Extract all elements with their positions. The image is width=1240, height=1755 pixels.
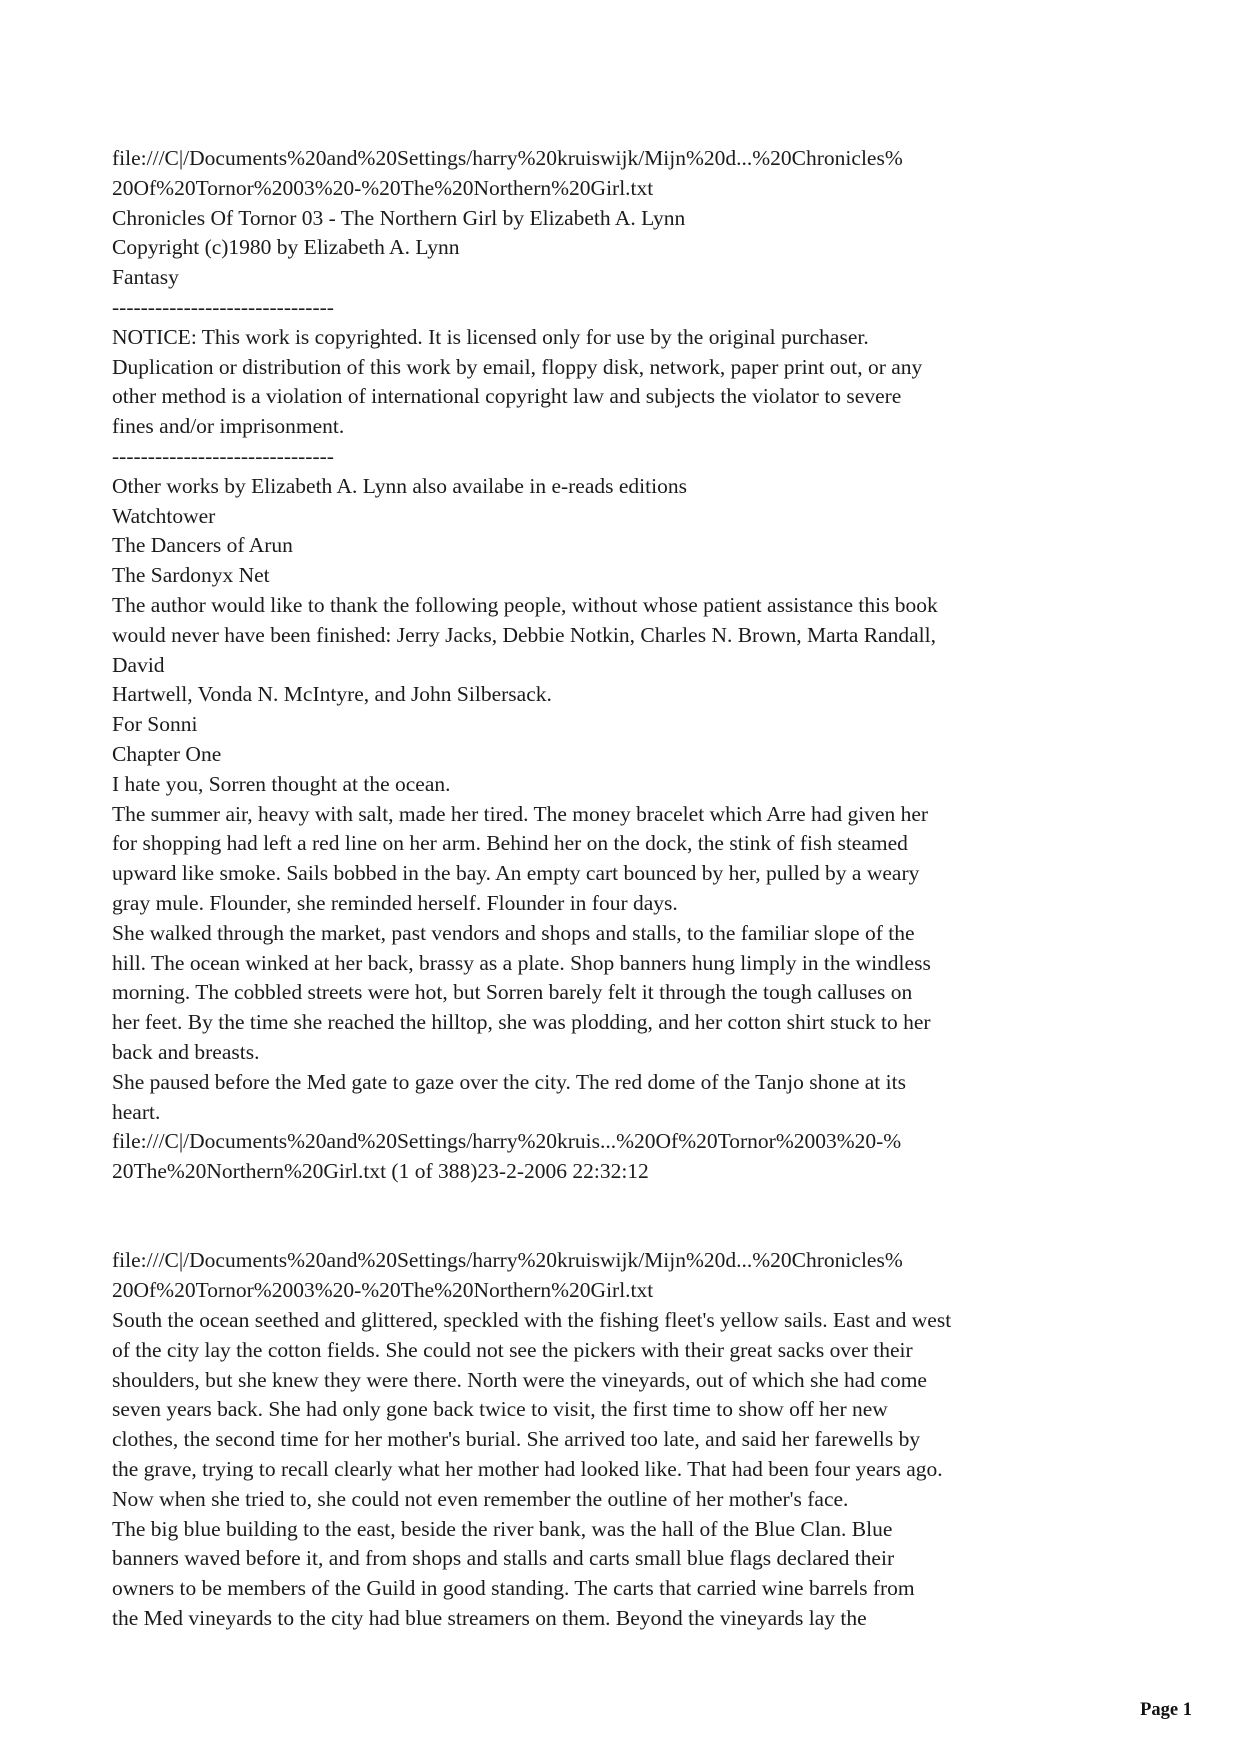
text-content — [112, 144, 1136, 1634]
printout-page-2 — [112, 1246, 1136, 1633]
text-line: She walked through the market, past vendors and shops and stalls, to the familiar slope of the — [112, 920, 915, 945]
text-line: would never have been finished: Jerry Jacks, Debbie Notkin, Charles N. Brown, Marta Randall, — [112, 622, 936, 647]
text-line: She paused before the Med gate to gaze over the city. The red dome of the Tanjo shone at its — [112, 1069, 906, 1094]
body-text — [112, 1306, 1136, 1634]
text-line: of the city lay the cotton fields. She could not see the pickers with their great sacks over their — [112, 1337, 913, 1362]
text-line: ------------------------------- — [112, 294, 334, 319]
text-line: the grave, trying to recall clearly what her mother had looked like. That had been four years ago. — [112, 1457, 943, 1482]
text-line: The big blue building to the east, beside the river bank, was the hall of the Blue Clan. Blue — [112, 1516, 893, 1541]
text-line: upward like smoke. Sails bobbed in the bay. An empty cart bounced by her, pulled by a weary — [112, 861, 920, 886]
text-line: The Dancers of Arun — [112, 533, 293, 558]
file-path-header — [112, 144, 1136, 204]
text-line: ------------------------------- — [112, 443, 334, 468]
text-line: hill. The ocean winked at her back, brassy as a plate. Shop banners hung limply in the windless — [112, 950, 931, 975]
text-line: For Sonni — [112, 712, 198, 737]
text-line: fines and/or imprisonment. — [112, 414, 345, 439]
body-text — [112, 204, 1136, 1128]
text-line: 20Of%20Tornor%2003%20-%20The%20Northern%20Girl.txt — [112, 1278, 654, 1303]
text-line: David — [112, 652, 165, 677]
text-line: NOTICE: This work is copyrighted. It is licensed only for use by the original purchaser. — [112, 324, 869, 349]
page-number-label: Page 1 — [1140, 1700, 1192, 1720]
text-line: clothes, the second time for her mother's burial. She arrived too late, and said her farewells by — [112, 1427, 921, 1452]
text-line: Chronicles Of Tornor 03 - The Northern Girl by Elizabeth A. Lynn — [112, 205, 686, 230]
file-path-header — [112, 1246, 1136, 1306]
text-line: Now when she tried to, she could not even remember the outline of her mother's face. — [112, 1486, 849, 1511]
text-line: gray mule. Flounder, she reminded herself. Flounder in four days. — [112, 890, 678, 915]
text-line: South the ocean seethed and glittered, speckled with the fishing fleet's yellow sails. East and west — [112, 1308, 952, 1333]
text-line: the Med vineyards to the city had blue streamers on them. Beyond the vineyards lay the — [112, 1606, 867, 1631]
text-line: The author would like to thank the following people, without whose patient assistance this book — [112, 592, 938, 617]
text-line: Fantasy — [112, 265, 179, 290]
text-line: file:///C|/Documents%20and%20Settings/harry%20kruiswijk/Mijn%20d...%20Chronicles% — [112, 1248, 903, 1273]
text-line: file:///C|/Documents%20and%20Settings/harry%20kruiswijk/Mijn%20d...%20Chronicles% — [112, 146, 903, 170]
text-line: 20The%20Northern%20Girl.txt (1 of 388)23-2-2006 22:32:12 — [112, 1159, 649, 1184]
text-line: Watchtower — [112, 503, 216, 528]
printout-page-1 — [112, 144, 1136, 1187]
text-line: her feet. By the time she reached the hilltop, she was plodding, and her cotton shirt stuck to her — [112, 1010, 931, 1035]
text-line: seven years back. She had only gone back twice to visit, the first time to show off her new — [112, 1397, 888, 1422]
text-line: shoulders, but she knew they were there. North were the vineyards, out of which she had come — [112, 1367, 927, 1392]
text-line: back and breasts. — [112, 1039, 260, 1064]
text-line: morning. The cobbled streets were hot, but Sorren barely felt it through the tough calluses on — [112, 980, 913, 1005]
text-line: Duplication or distribution of this work by email, floppy disk, network, paper print out, or any — [112, 354, 923, 379]
text-line: Copyright (c)1980 by Elizabeth A. Lynn — [112, 235, 460, 260]
print-timestamp-footer — [112, 1127, 1136, 1187]
text-line: 20Of%20Tornor%2003%20-%20The%20Northern%20Girl.txt — [112, 175, 654, 200]
text-line: file:///C|/Documents%20and%20Settings/harry%20kruis...%20Of%20Tornor%2003%20-% — [112, 1129, 902, 1154]
text-line: heart. — [112, 1099, 161, 1124]
text-line: Other works by Elizabeth A. Lynn also availabe in e-reads editions — [112, 473, 687, 498]
text-line: I hate you, Sorren thought at the ocean. — [112, 771, 451, 796]
text-line: for shopping had left a red line on her arm. Behind her on the dock, the stink of fish steamed — [112, 831, 908, 856]
text-line: owners to be members of the Guild in good standing. The carts that carried wine barrels from — [112, 1576, 915, 1601]
text-line: other method is a violation of international copyright law and subjects the violator to severe — [112, 384, 902, 409]
text-line: The Sardonyx Net — [112, 563, 270, 588]
text-line: Chapter One — [112, 741, 222, 766]
text-line: Hartwell, Vonda N. McIntyre, and John Silbersack. — [112, 682, 552, 707]
text-line: banners waved before it, and from shops and stalls and carts small blue flags declared their — [112, 1546, 895, 1571]
text-line: The summer air, heavy with salt, made her tired. The money bracelet which Arre had given her — [112, 801, 929, 826]
